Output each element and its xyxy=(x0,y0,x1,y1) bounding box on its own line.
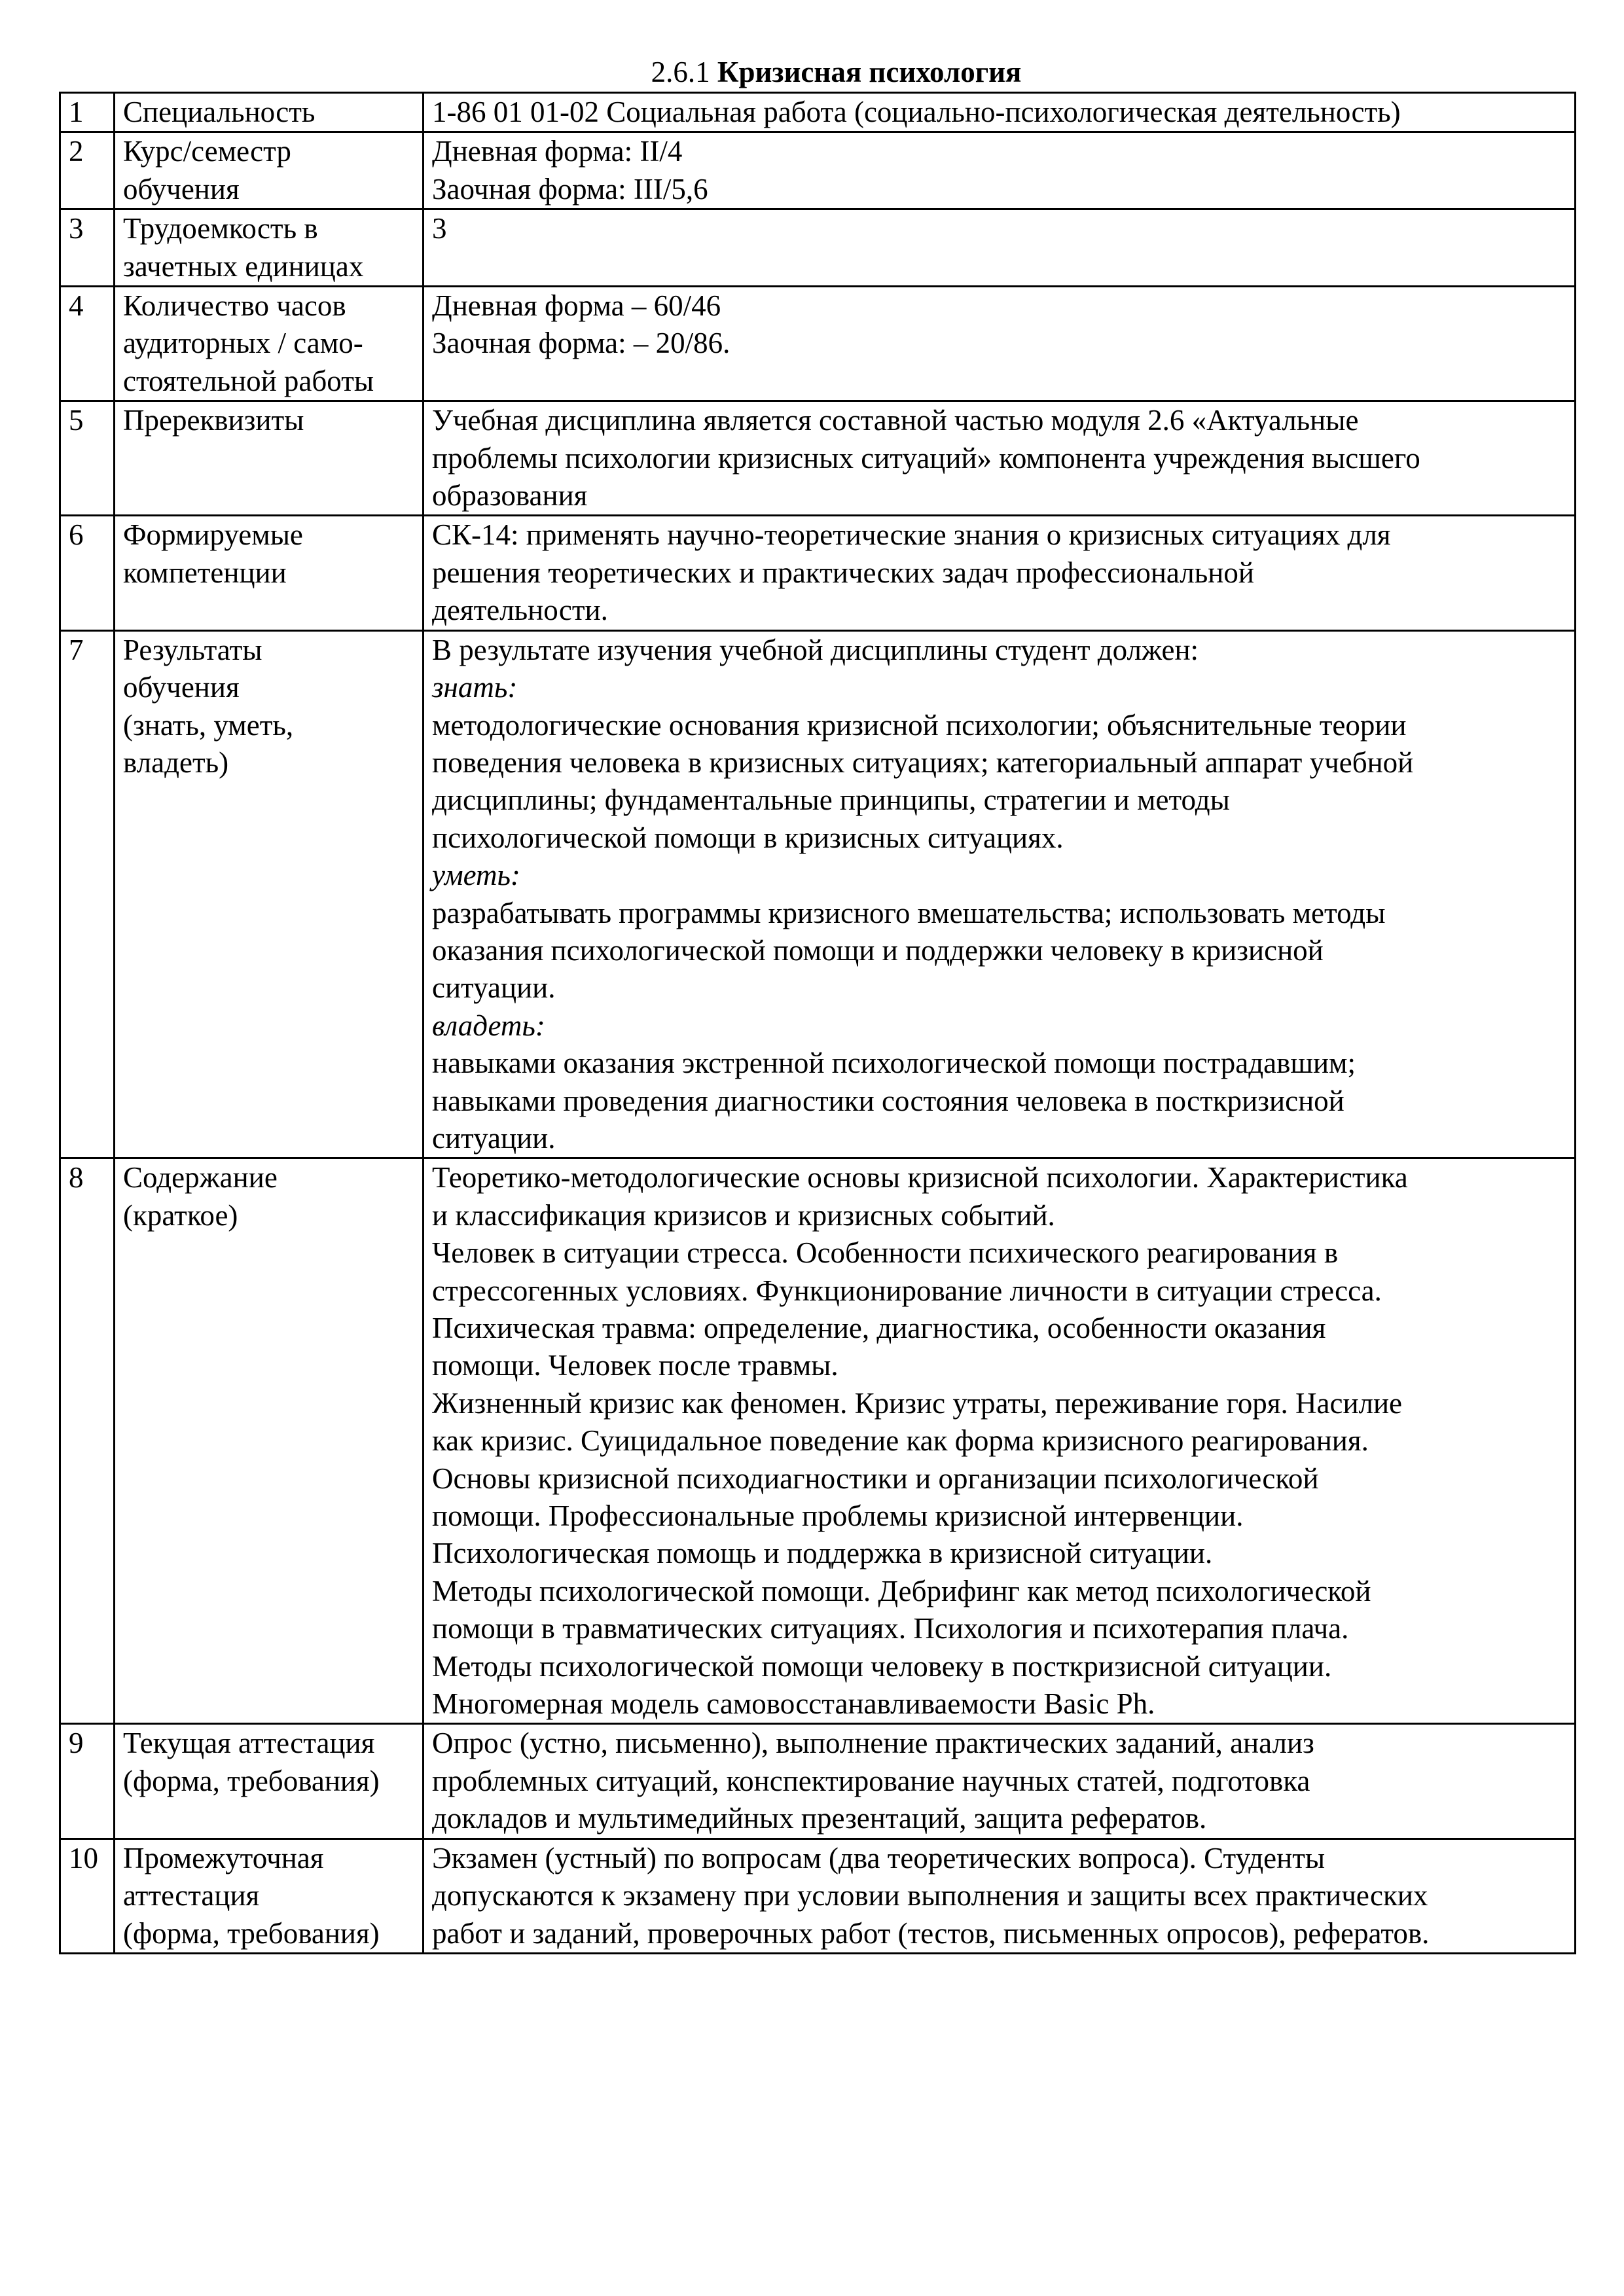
row-value-cell xyxy=(424,1158,1576,1724)
row-value-cell xyxy=(424,1839,1576,1953)
table-row xyxy=(60,516,1576,630)
row-value-line: решения теоретических и практических задач профессиональной xyxy=(432,556,1254,589)
table-row xyxy=(60,401,1576,516)
table-row xyxy=(60,209,1576,287)
row-value-cell xyxy=(424,401,1576,516)
row-value-subheading: уметь: xyxy=(432,859,520,892)
row-value-line: психологической помощи в кризисных ситуациях. xyxy=(432,821,1064,854)
row-value-line: ситуации. xyxy=(432,971,556,1005)
row-value-line: докладов и мультимедийных презентаций, защита рефератов. xyxy=(432,1802,1207,1835)
row-value-cell xyxy=(424,1724,1576,1839)
course-info-table xyxy=(59,92,1576,1954)
row-value-line: навыками проведения диагностики состояния человека в посткризисной xyxy=(432,1084,1344,1117)
row-label-line: обучения xyxy=(123,172,240,206)
row-label-cell xyxy=(115,287,424,401)
row-value-line: стрессогенных условиях. Функционирование личности в ситуации стресса. xyxy=(432,1274,1382,1307)
row-value-line: Методы психологической помощи. Дебрифинг как метод психологической xyxy=(432,1574,1371,1607)
row-value-line: Дневная форма: II/4 xyxy=(432,135,683,168)
row-value-line: допускаются к экзамену при условии выполнения и защиты всех практических xyxy=(432,1879,1428,1912)
row-number: 5 xyxy=(60,401,115,516)
row-number: 2 xyxy=(60,132,115,209)
row-value-line: Основы кризисной психодиагностики и организации психологической xyxy=(432,1462,1319,1495)
row-value-line: 3 xyxy=(432,212,447,245)
row-label-line: Специальность xyxy=(123,96,316,128)
row-value-line: дисциплины; фундаментальные принципы, стратегии и методы xyxy=(432,783,1230,817)
table-body xyxy=(60,93,1576,1954)
row-value-line: деятельности. xyxy=(432,594,608,627)
row-label-line: Формируемые xyxy=(123,518,303,552)
row-value-line: Теоретико-методологические основы кризисной психологии. Характеристика xyxy=(432,1161,1408,1194)
row-label-line: стоятельной работы xyxy=(123,364,374,397)
row-label-line: Результаты xyxy=(123,633,262,666)
row-value-line: Заочная форма: III/5,6 xyxy=(432,172,708,206)
row-number: 7 xyxy=(60,630,115,1158)
row-number: 8 xyxy=(60,1158,115,1724)
row-value-cell xyxy=(424,287,1576,401)
row-label-line: владеть) xyxy=(123,745,229,779)
row-value-line: как кризис. Суицидальное поведение как форма кризисного реагирования. xyxy=(432,1424,1369,1458)
row-value-line: В результате изучения учебной дисциплины студент должен: xyxy=(432,633,1199,666)
row-label-line: Содержание xyxy=(123,1161,278,1194)
row-label-cell xyxy=(115,630,424,1158)
row-value-line: поведения человека в кризисных ситуациях; категориальный аппарат учебной xyxy=(432,745,1414,779)
row-value-line: Психологическая помощь и поддержка в кризисной ситуации. xyxy=(432,1537,1213,1570)
row-label-line: Пререквизиты xyxy=(123,404,304,437)
row-value-line: Дневная форма – 60/46 xyxy=(432,289,721,323)
row-value-cell xyxy=(424,93,1576,132)
row-value-line: Жизненный кризис как феномен. Кризис утраты, переживание горя. Насилие xyxy=(432,1386,1403,1420)
row-value-line: помощи в травматических ситуациях. Психология и психотерапия плача. xyxy=(432,1612,1349,1645)
row-label-line: Промежуточная xyxy=(123,1841,324,1874)
row-number: 9 xyxy=(60,1724,115,1839)
row-value-line: Опрос (устно, письменно), выполнение практических заданий, анализ xyxy=(432,1727,1314,1760)
row-label-line: аудиторных / само- xyxy=(123,327,363,360)
row-value-line: разрабатывать программы кризисного вмешательства; использовать методы xyxy=(432,896,1386,929)
row-value-line: Экзамен (устный) по вопросам (два теоретических вопроса). Студенты xyxy=(432,1841,1326,1874)
table-row xyxy=(60,1839,1576,1953)
row-number: 4 xyxy=(60,287,115,401)
row-label-cell xyxy=(115,209,424,287)
row-value-line: оказания психологической помощи и поддержки человеку в кризисной xyxy=(432,933,1324,967)
row-value-cell xyxy=(424,516,1576,630)
row-value-line: помощи. Профессиональные проблемы кризисной интервенции. xyxy=(432,1499,1244,1533)
document-title xyxy=(59,54,1574,92)
row-value-line: СК-14: применять научно-теоретические знания о кризисных ситуациях для xyxy=(432,518,1391,552)
row-number: 10 xyxy=(60,1839,115,1953)
row-value-line: помощи. Человек после травмы. xyxy=(432,1349,839,1382)
row-label-line: обучения xyxy=(123,671,240,704)
row-value-line: и классификация кризисов и кризисных событий. xyxy=(432,1198,1055,1232)
row-value-line: образования xyxy=(432,479,588,512)
table-row xyxy=(60,1724,1576,1839)
title-number: 2.6.1 xyxy=(651,56,710,88)
row-label-cell xyxy=(115,401,424,516)
row-number: 6 xyxy=(60,516,115,630)
table-row xyxy=(60,1158,1576,1724)
row-label-line: (краткое) xyxy=(123,1198,238,1232)
row-value-line: Человек в ситуации стресса. Особенности психического реагирования в xyxy=(432,1236,1339,1270)
table-row xyxy=(60,132,1576,209)
row-label-line: компетенции xyxy=(123,556,287,589)
row-label-line: (форма, требования) xyxy=(123,1916,380,1950)
table-row xyxy=(60,287,1576,401)
row-value-line: работ и заданий, проверочных работ (тестов, письменных опросов), рефератов. xyxy=(432,1916,1430,1950)
row-value-line: методологические основания кризисной психологии; объяснительные теории xyxy=(432,708,1407,742)
row-value-line: 1-86 01 01-02 Социальная работа (социально-психологическая деятельность) xyxy=(432,96,1401,128)
table-row xyxy=(60,93,1576,132)
row-value-line: проблемных ситуаций, конспектирование научных статей, подготовка xyxy=(432,1764,1310,1797)
row-value-cell xyxy=(424,209,1576,287)
row-label-line: (форма, требования) xyxy=(123,1764,380,1797)
row-value-line: Многомерная модель самовосстанавливаемости Basic Ph. xyxy=(432,1687,1155,1721)
row-value-cell xyxy=(424,132,1576,209)
row-label-line: аттестация xyxy=(123,1879,260,1912)
document-page xyxy=(59,54,1574,1954)
table-row xyxy=(60,630,1576,1158)
row-value-line: Методы психологической помощи человеку в посткризисной ситуации. xyxy=(432,1649,1332,1683)
row-number: 3 xyxy=(60,209,115,287)
row-label-line: Текущая аттестация xyxy=(123,1727,375,1760)
row-label-cell xyxy=(115,93,424,132)
row-value-subheading: владеть: xyxy=(432,1009,545,1042)
row-label-line: Количество часов xyxy=(123,289,346,323)
row-value-line: ситуации. xyxy=(432,1121,556,1155)
row-number: 1 xyxy=(60,93,115,132)
row-value-line: навыками оказания экстренной психологической помощи пострадавшим; xyxy=(432,1047,1356,1080)
row-label-line: Курс/семестр xyxy=(123,135,291,168)
row-value-line: проблемы психологии кризисных ситуаций» компонента учреждения высшего xyxy=(432,441,1420,475)
row-label-cell xyxy=(115,1724,424,1839)
row-value-line: Заочная форма: – 20/86. xyxy=(432,327,731,360)
row-value-cell xyxy=(424,630,1576,1158)
row-label-cell xyxy=(115,1158,424,1724)
row-label-cell xyxy=(115,132,424,209)
row-label-cell xyxy=(115,516,424,630)
row-label-line: зачетных единицах xyxy=(123,249,364,283)
title-text: Кризисная психология xyxy=(717,56,1022,88)
row-label-line: Трудоемкость в xyxy=(123,212,318,245)
row-value-subheading: знать: xyxy=(432,671,518,704)
row-value-line: Учебная дисциплина является составной частью модуля 2.6 «Актуальные xyxy=(432,404,1359,437)
row-label-cell xyxy=(115,1839,424,1953)
row-label-line: (знать, уметь, xyxy=(123,708,294,742)
row-value-line: Психическая травма: определение, диагностика, особенности оказания xyxy=(432,1312,1326,1344)
